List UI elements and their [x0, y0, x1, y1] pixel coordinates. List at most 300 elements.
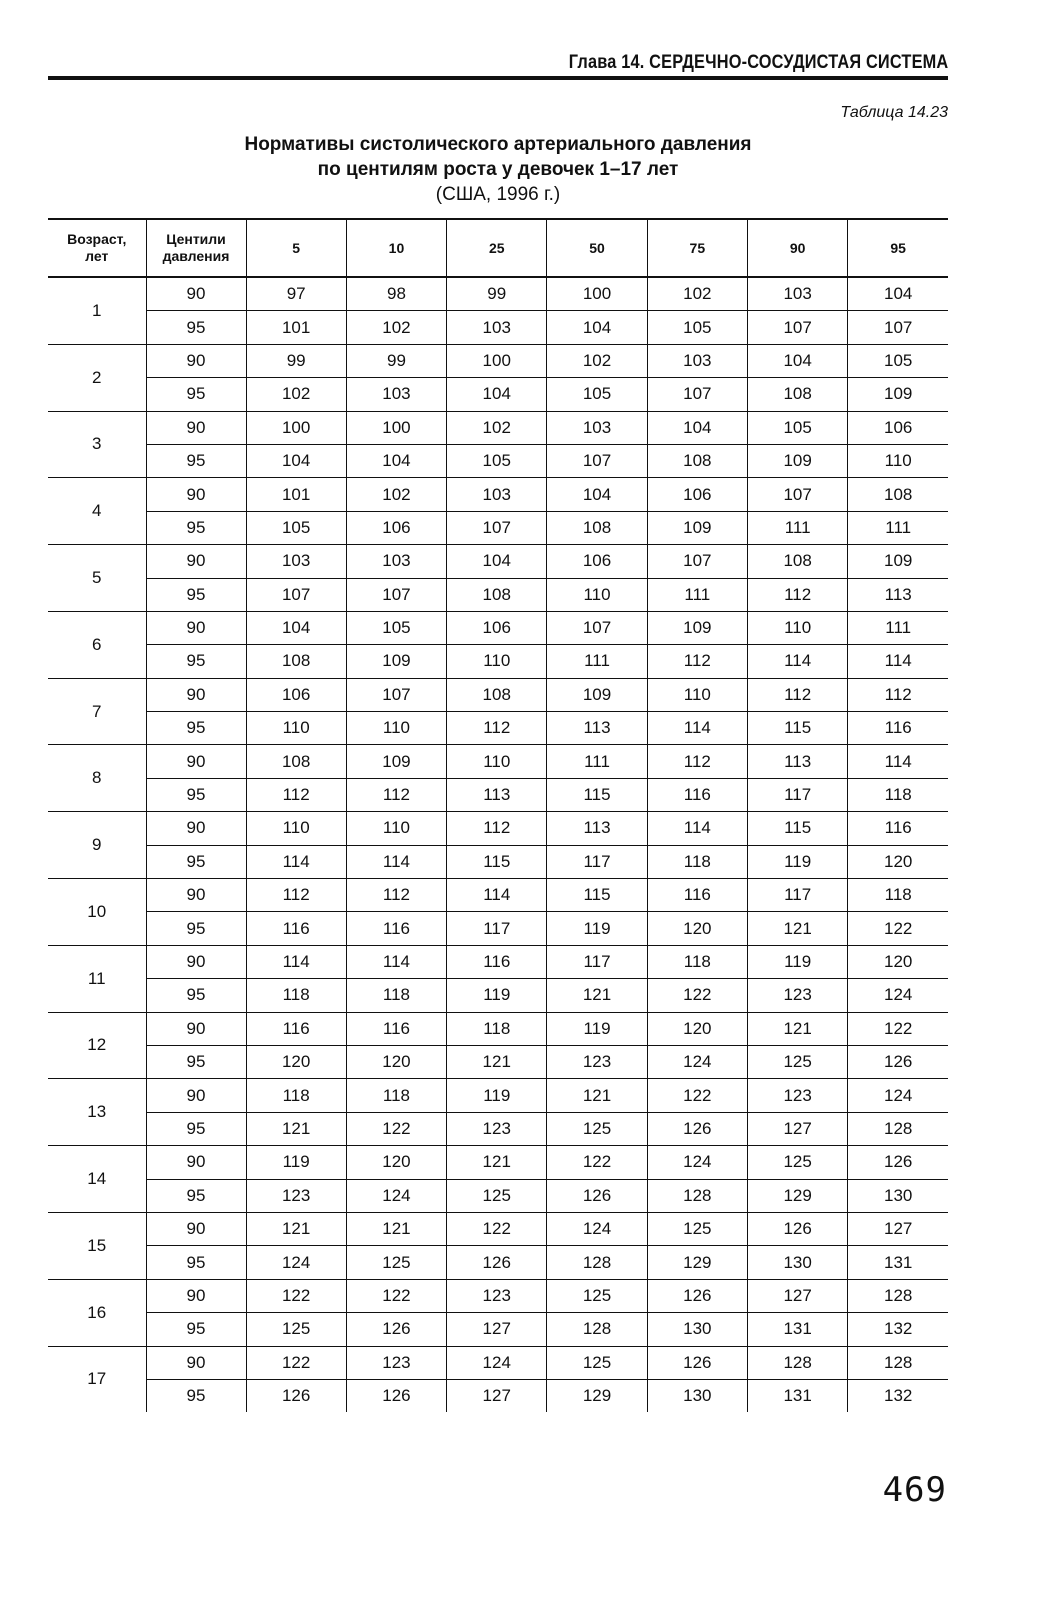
value-cell: 112 — [346, 778, 446, 811]
running-title: Глава 14. СЕРДЕЧНО-СОСУДИСТАЯ СИСТЕМА — [568, 52, 948, 73]
value-cell: 107 — [848, 311, 948, 344]
centile-cell: 90 — [146, 945, 246, 978]
age-cell: 4 — [48, 478, 146, 545]
table-row — [48, 712, 948, 745]
value-cell: 117 — [747, 778, 847, 811]
value-cell: 108 — [848, 478, 948, 511]
value-cell: 120 — [246, 1045, 346, 1078]
value-cell: 122 — [848, 1012, 948, 1045]
value-cell: 114 — [346, 845, 446, 878]
table-row — [48, 1379, 948, 1412]
value-cell: 100 — [346, 411, 446, 444]
value-cell: 127 — [747, 1112, 847, 1145]
value-cell: 116 — [246, 912, 346, 945]
centile-cell: 95 — [146, 1246, 246, 1279]
table-row — [48, 812, 948, 845]
value-cell: 103 — [547, 411, 647, 444]
table-row — [48, 979, 948, 1012]
value-cell: 127 — [447, 1313, 547, 1346]
value-cell: 103 — [647, 344, 747, 377]
table-number: Таблица 14.23 — [840, 104, 948, 121]
value-cell: 102 — [346, 311, 446, 344]
value-cell: 126 — [346, 1379, 446, 1412]
value-cell: 113 — [848, 578, 948, 611]
table-caption — [48, 132, 948, 207]
value-cell: 100 — [447, 344, 547, 377]
value-cell: 115 — [747, 712, 847, 745]
value-cell: 123 — [447, 1279, 547, 1312]
value-cell: 102 — [647, 277, 747, 311]
value-cell: 108 — [647, 444, 747, 477]
value-cell: 130 — [647, 1379, 747, 1412]
value-cell: 116 — [346, 1012, 446, 1045]
centile-cell: 90 — [146, 1279, 246, 1312]
table-row — [48, 344, 948, 377]
value-cell: 111 — [547, 745, 647, 778]
value-cell: 125 — [747, 1146, 847, 1179]
header-height-centile: 10 — [346, 219, 446, 277]
value-cell: 114 — [747, 645, 847, 678]
value-cell: 128 — [547, 1246, 647, 1279]
table-row — [48, 778, 948, 811]
table-row — [48, 277, 948, 311]
value-cell: 114 — [848, 645, 948, 678]
value-cell: 117 — [447, 912, 547, 945]
value-cell: 107 — [346, 578, 446, 611]
value-cell: 124 — [547, 1212, 647, 1245]
table-row — [48, 645, 948, 678]
centile-cell: 90 — [146, 277, 246, 311]
value-cell: 104 — [346, 444, 446, 477]
value-cell: 125 — [747, 1045, 847, 1078]
table-row — [48, 1246, 948, 1279]
header-centile-line-2: давления — [162, 248, 230, 264]
value-cell: 130 — [647, 1313, 747, 1346]
value-cell: 114 — [246, 845, 346, 878]
value-cell: 115 — [747, 812, 847, 845]
value-cell: 122 — [346, 1112, 446, 1145]
value-cell: 117 — [547, 845, 647, 878]
centile-cell: 90 — [146, 745, 246, 778]
value-cell: 102 — [447, 411, 547, 444]
age-cell: 9 — [48, 812, 146, 879]
value-cell: 131 — [747, 1313, 847, 1346]
table-row — [48, 1012, 948, 1045]
value-cell: 126 — [346, 1313, 446, 1346]
value-cell: 108 — [246, 645, 346, 678]
value-cell: 123 — [346, 1346, 446, 1379]
age-cell: 3 — [48, 411, 146, 478]
centile-cell: 95 — [146, 444, 246, 477]
value-cell: 107 — [647, 378, 747, 411]
value-cell: 126 — [848, 1045, 948, 1078]
value-cell: 115 — [447, 845, 547, 878]
value-cell: 131 — [848, 1246, 948, 1279]
value-cell: 127 — [848, 1212, 948, 1245]
value-cell: 125 — [547, 1112, 647, 1145]
centile-cell: 95 — [146, 845, 246, 878]
value-cell: 119 — [747, 845, 847, 878]
value-cell: 107 — [647, 545, 747, 578]
value-cell: 110 — [246, 712, 346, 745]
table-row — [48, 678, 948, 711]
value-cell: 121 — [346, 1212, 446, 1245]
value-cell: 112 — [747, 578, 847, 611]
table-row — [48, 1146, 948, 1179]
value-cell: 109 — [647, 611, 747, 644]
value-cell: 109 — [848, 545, 948, 578]
value-cell: 126 — [647, 1279, 747, 1312]
value-cell: 104 — [647, 411, 747, 444]
age-cell: 7 — [48, 678, 146, 745]
table-row — [48, 912, 948, 945]
centile-cell: 90 — [146, 879, 246, 912]
value-cell: 106 — [848, 411, 948, 444]
value-cell: 112 — [647, 745, 747, 778]
value-cell: 109 — [647, 511, 747, 544]
header-height-centile: 75 — [647, 219, 747, 277]
value-cell: 105 — [447, 444, 547, 477]
value-cell: 109 — [848, 378, 948, 411]
centile-cell: 95 — [146, 311, 246, 344]
value-cell: 110 — [447, 645, 547, 678]
value-cell: 119 — [447, 979, 547, 1012]
value-cell: 119 — [547, 1012, 647, 1045]
value-cell: 107 — [447, 511, 547, 544]
value-cell: 130 — [848, 1179, 948, 1212]
value-cell: 121 — [246, 1112, 346, 1145]
value-cell: 123 — [747, 979, 847, 1012]
value-cell: 105 — [647, 311, 747, 344]
centile-cell: 95 — [146, 1379, 246, 1412]
value-cell: 113 — [747, 745, 847, 778]
bp-norms-table — [48, 218, 948, 1412]
value-cell: 104 — [246, 444, 346, 477]
centile-cell: 90 — [146, 611, 246, 644]
value-cell: 102 — [547, 344, 647, 377]
value-cell: 128 — [647, 1179, 747, 1212]
age-cell: 16 — [48, 1279, 146, 1346]
value-cell: 128 — [747, 1346, 847, 1379]
value-cell: 114 — [447, 879, 547, 912]
value-cell: 111 — [547, 645, 647, 678]
centile-cell: 90 — [146, 1346, 246, 1379]
value-cell: 111 — [747, 511, 847, 544]
table-row — [48, 511, 948, 544]
value-cell: 127 — [747, 1279, 847, 1312]
value-cell: 103 — [346, 378, 446, 411]
value-cell: 116 — [848, 712, 948, 745]
value-cell: 107 — [246, 578, 346, 611]
centile-cell: 90 — [146, 545, 246, 578]
table-header-row — [48, 219, 948, 277]
value-cell: 104 — [747, 344, 847, 377]
value-cell: 108 — [747, 545, 847, 578]
value-cell: 125 — [246, 1313, 346, 1346]
value-cell: 106 — [246, 678, 346, 711]
value-cell: 120 — [647, 912, 747, 945]
value-cell: 107 — [547, 611, 647, 644]
centile-cell: 95 — [146, 578, 246, 611]
value-cell: 116 — [447, 945, 547, 978]
value-cell: 107 — [547, 444, 647, 477]
value-cell: 116 — [848, 812, 948, 845]
table-row — [48, 1346, 948, 1379]
age-cell: 1 — [48, 277, 146, 344]
value-cell: 112 — [848, 678, 948, 711]
value-cell: 121 — [747, 1012, 847, 1045]
value-cell: 109 — [747, 444, 847, 477]
value-cell: 115 — [547, 879, 647, 912]
value-cell: 118 — [346, 979, 446, 1012]
value-cell: 112 — [246, 879, 346, 912]
centile-cell: 95 — [146, 645, 246, 678]
value-cell: 118 — [647, 845, 747, 878]
centile-cell: 90 — [146, 812, 246, 845]
page-number: 469 — [882, 1470, 947, 1510]
value-cell: 128 — [547, 1313, 647, 1346]
table-row — [48, 578, 948, 611]
value-cell: 101 — [246, 478, 346, 511]
value-cell: 124 — [246, 1246, 346, 1279]
header-height-centile: 95 — [848, 219, 948, 277]
table-row — [48, 879, 948, 912]
age-cell: 10 — [48, 879, 146, 946]
value-cell: 119 — [747, 945, 847, 978]
value-cell: 120 — [848, 945, 948, 978]
value-cell: 123 — [447, 1112, 547, 1145]
table-row — [48, 1112, 948, 1145]
value-cell: 111 — [647, 578, 747, 611]
centile-cell: 90 — [146, 411, 246, 444]
header-age — [48, 219, 146, 277]
header-centile-line-1: Центили — [166, 231, 226, 247]
value-cell: 123 — [547, 1045, 647, 1078]
value-cell: 114 — [246, 945, 346, 978]
value-cell: 102 — [346, 478, 446, 511]
value-cell: 108 — [246, 745, 346, 778]
value-cell: 111 — [848, 511, 948, 544]
value-cell: 126 — [647, 1346, 747, 1379]
value-cell: 102 — [246, 378, 346, 411]
value-cell: 118 — [647, 945, 747, 978]
value-cell: 126 — [848, 1146, 948, 1179]
value-cell: 99 — [447, 277, 547, 311]
value-cell: 125 — [547, 1346, 647, 1379]
value-cell: 109 — [346, 645, 446, 678]
table-body — [48, 277, 948, 1412]
value-cell: 128 — [848, 1112, 948, 1145]
value-cell: 103 — [346, 545, 446, 578]
value-cell: 119 — [246, 1146, 346, 1179]
value-cell: 116 — [647, 778, 747, 811]
value-cell: 131 — [747, 1379, 847, 1412]
value-cell: 132 — [848, 1379, 948, 1412]
centile-cell: 95 — [146, 912, 246, 945]
centile-cell: 95 — [146, 1045, 246, 1078]
value-cell: 124 — [647, 1045, 747, 1078]
value-cell: 126 — [447, 1246, 547, 1279]
value-cell: 114 — [647, 812, 747, 845]
caption-line-2: по центилям роста у девочек 1–17 лет — [317, 159, 679, 180]
age-cell: 5 — [48, 545, 146, 612]
value-cell: 122 — [246, 1279, 346, 1312]
centile-cell: 90 — [146, 1012, 246, 1045]
age-cell: 8 — [48, 745, 146, 812]
value-cell: 110 — [246, 812, 346, 845]
value-cell: 118 — [848, 778, 948, 811]
value-cell: 124 — [447, 1346, 547, 1379]
value-cell: 106 — [647, 478, 747, 511]
value-cell: 108 — [447, 578, 547, 611]
value-cell: 123 — [246, 1179, 346, 1212]
table-row — [48, 1179, 948, 1212]
value-cell: 111 — [848, 611, 948, 644]
value-cell: 126 — [547, 1179, 647, 1212]
table-row — [48, 311, 948, 344]
running-head — [48, 44, 948, 80]
value-cell: 124 — [848, 1079, 948, 1112]
value-cell: 105 — [848, 344, 948, 377]
value-cell: 113 — [447, 778, 547, 811]
centile-cell: 90 — [146, 1212, 246, 1245]
table-row — [48, 478, 948, 511]
value-cell: 121 — [747, 912, 847, 945]
age-cell: 11 — [48, 945, 146, 1012]
value-cell: 125 — [647, 1212, 747, 1245]
value-cell: 126 — [246, 1379, 346, 1412]
value-cell: 125 — [346, 1246, 446, 1279]
value-cell: 118 — [246, 1079, 346, 1112]
value-cell: 125 — [547, 1279, 647, 1312]
centile-cell: 95 — [146, 378, 246, 411]
value-cell: 124 — [346, 1179, 446, 1212]
value-cell: 110 — [447, 745, 547, 778]
value-cell: 112 — [246, 778, 346, 811]
value-cell: 99 — [246, 344, 346, 377]
value-cell: 99 — [346, 344, 446, 377]
value-cell: 124 — [848, 979, 948, 1012]
value-cell: 98 — [346, 277, 446, 311]
value-cell: 122 — [848, 912, 948, 945]
value-cell: 130 — [747, 1246, 847, 1279]
header-age-line-2: лет — [85, 248, 109, 264]
value-cell: 121 — [447, 1045, 547, 1078]
value-cell: 128 — [848, 1279, 948, 1312]
table-row — [48, 411, 948, 444]
value-cell: 118 — [246, 979, 346, 1012]
header-height-centile: 50 — [547, 219, 647, 277]
value-cell: 126 — [647, 1112, 747, 1145]
value-cell: 121 — [547, 979, 647, 1012]
centile-cell: 95 — [146, 1313, 246, 1346]
value-cell: 118 — [447, 1012, 547, 1045]
value-cell: 108 — [447, 678, 547, 711]
value-cell: 108 — [747, 378, 847, 411]
value-cell: 107 — [747, 478, 847, 511]
value-cell: 119 — [447, 1079, 547, 1112]
value-cell: 104 — [447, 378, 547, 411]
value-cell: 104 — [547, 478, 647, 511]
centile-cell: 95 — [146, 511, 246, 544]
value-cell: 105 — [747, 411, 847, 444]
table-row — [48, 945, 948, 978]
table-row — [48, 545, 948, 578]
header-height-centile: 5 — [246, 219, 346, 277]
age-cell: 6 — [48, 611, 146, 678]
value-cell: 104 — [547, 311, 647, 344]
table-row — [48, 1045, 948, 1078]
value-cell: 110 — [346, 712, 446, 745]
value-cell: 110 — [647, 678, 747, 711]
value-cell: 103 — [747, 277, 847, 311]
value-cell: 122 — [647, 979, 747, 1012]
age-cell: 12 — [48, 1012, 146, 1079]
value-cell: 120 — [848, 845, 948, 878]
header-height-centile: 25 — [447, 219, 547, 277]
value-cell: 118 — [346, 1079, 446, 1112]
value-cell: 122 — [246, 1346, 346, 1379]
value-cell: 122 — [447, 1212, 547, 1245]
table-row — [48, 444, 948, 477]
value-cell: 126 — [747, 1212, 847, 1245]
value-cell: 103 — [447, 311, 547, 344]
centile-cell: 95 — [146, 1112, 246, 1145]
value-cell: 113 — [547, 712, 647, 745]
value-cell: 120 — [647, 1012, 747, 1045]
value-cell: 110 — [848, 444, 948, 477]
centile-cell: 95 — [146, 778, 246, 811]
value-cell: 109 — [547, 678, 647, 711]
value-cell: 121 — [246, 1212, 346, 1245]
centile-cell: 90 — [146, 1146, 246, 1179]
value-cell: 129 — [747, 1179, 847, 1212]
value-cell: 122 — [346, 1279, 446, 1312]
value-cell: 120 — [346, 1146, 446, 1179]
value-cell: 114 — [848, 745, 948, 778]
table-row — [48, 1313, 948, 1346]
value-cell: 105 — [547, 378, 647, 411]
value-cell: 108 — [547, 511, 647, 544]
centile-cell: 95 — [146, 1179, 246, 1212]
value-cell: 114 — [346, 945, 446, 978]
value-cell: 114 — [647, 712, 747, 745]
value-cell: 123 — [747, 1079, 847, 1112]
centile-cell: 95 — [146, 712, 246, 745]
value-cell: 117 — [747, 879, 847, 912]
value-cell: 124 — [647, 1146, 747, 1179]
value-cell: 113 — [547, 812, 647, 845]
value-cell: 100 — [246, 411, 346, 444]
value-cell: 125 — [447, 1179, 547, 1212]
value-cell: 101 — [246, 311, 346, 344]
value-cell: 122 — [547, 1146, 647, 1179]
caption-line-1: Нормативы систолического артериального давления — [244, 134, 752, 155]
table-row — [48, 1212, 948, 1245]
value-cell: 104 — [246, 611, 346, 644]
value-cell: 105 — [346, 611, 446, 644]
table-row — [48, 845, 948, 878]
age-cell: 17 — [87, 1369, 107, 1389]
header-centile — [146, 219, 246, 277]
centile-cell: 90 — [146, 478, 246, 511]
header-height-centile: 90 — [747, 219, 847, 277]
value-cell: 117 — [547, 945, 647, 978]
value-cell: 112 — [647, 645, 747, 678]
value-cell: 127 — [447, 1379, 547, 1412]
value-cell: 120 — [346, 1045, 446, 1078]
centile-cell: 95 — [146, 979, 246, 1012]
